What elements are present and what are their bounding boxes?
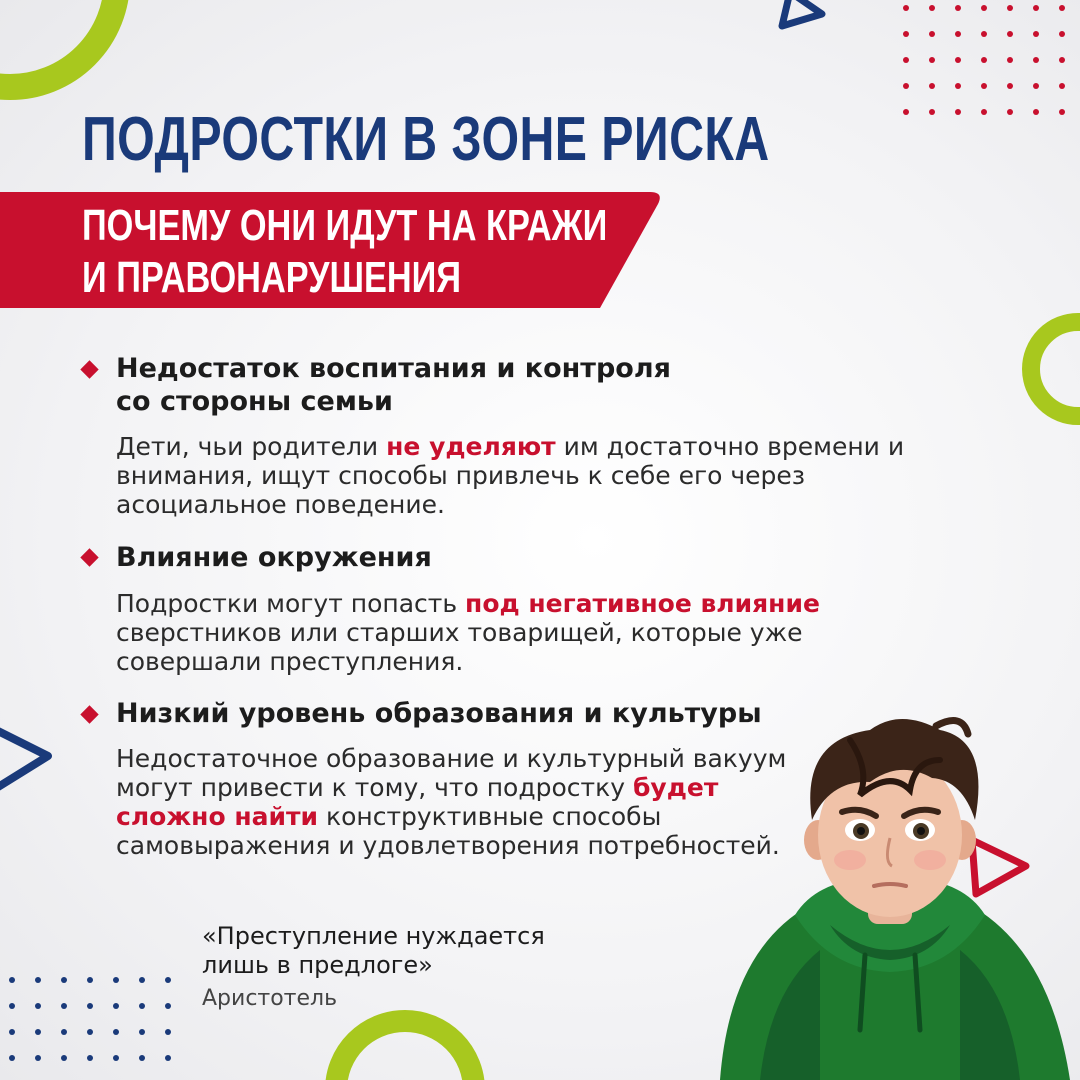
dot	[9, 1055, 15, 1061]
dot	[981, 31, 987, 37]
section-1-body-end: им достаточно времени и внимания, ищут способы привлечь к себе его через асоциальное поведение.	[116, 432, 905, 519]
subtitle-line-2: И ПРАВОНАРУШЕНИЯ	[82, 253, 462, 302]
dot	[955, 57, 961, 63]
dot	[61, 1003, 67, 1009]
dot	[165, 1029, 171, 1035]
dot	[165, 1003, 171, 1009]
section-3-highlight: будет сложно найти	[116, 773, 719, 831]
dot	[87, 1055, 93, 1061]
dot	[1059, 57, 1065, 63]
green-ring-bottom-icon	[325, 1010, 485, 1080]
dot	[113, 977, 119, 983]
dot	[1059, 109, 1065, 115]
dot	[35, 1055, 41, 1061]
subtitle	[82, 200, 607, 304]
dot	[113, 1055, 119, 1061]
section-2-body-end: сверстников или старших товарищей, которые уже совершали преступления.	[116, 618, 803, 676]
red-diamond-bullet-icon	[80, 548, 98, 566]
dot	[955, 31, 961, 37]
dot	[113, 1003, 119, 1009]
dot	[981, 57, 987, 63]
quote	[202, 922, 545, 980]
dot	[35, 1003, 41, 1009]
section-1-body-start: Дети, чьи родители	[116, 432, 387, 461]
dot	[139, 977, 145, 983]
dot	[1059, 5, 1065, 11]
section-1-heading-line-2: со стороны семьи	[116, 386, 393, 417]
dot	[903, 5, 909, 11]
section-3-body	[116, 744, 796, 860]
dot	[981, 109, 987, 115]
dot	[929, 31, 935, 37]
section-3-body-end: конструктивные способы самовыражения и удовлетворения потребностей.	[116, 802, 780, 860]
dot	[903, 83, 909, 89]
section-1-highlight: не уделяют	[386, 432, 556, 461]
section-1-heading-line-1: Недостаток воспитания и контроля	[116, 353, 671, 384]
dot	[1033, 5, 1039, 11]
dot	[139, 1003, 145, 1009]
quote-line-2: лишь в предлоге»	[202, 951, 433, 979]
blue-triangle-top-icon	[770, 0, 840, 36]
dot	[1007, 31, 1013, 37]
quote-author: Аристотель	[202, 986, 338, 1011]
subtitle-line-1: ПОЧЕМУ ОНИ ИДУТ НА КРАЖИ	[82, 201, 608, 250]
dot	[981, 5, 987, 11]
dot	[165, 1055, 171, 1061]
dot	[1007, 5, 1013, 11]
dot	[61, 977, 67, 983]
section-3-body-start: Недостаточное образование и культурный вакуум могут привести к тому, что подростку	[116, 744, 787, 802]
section-3-heading	[116, 697, 762, 730]
dot	[1033, 109, 1039, 115]
dot	[1033, 83, 1039, 89]
dot	[955, 109, 961, 115]
dot	[139, 1055, 145, 1061]
section-1-heading	[116, 352, 671, 418]
dot	[929, 5, 935, 11]
dot	[165, 977, 171, 983]
dot	[1033, 57, 1039, 63]
dot	[981, 83, 987, 89]
dot	[139, 1029, 145, 1035]
dot	[9, 1029, 15, 1035]
green-ring-top-left-icon	[0, 0, 130, 100]
section-3-heading-line-1: Низкий уровень образования и культуры	[116, 698, 762, 729]
dot	[1007, 109, 1013, 115]
dot	[61, 1055, 67, 1061]
dot	[35, 1029, 41, 1035]
dot	[9, 977, 15, 983]
dot	[87, 1029, 93, 1035]
blue-triangle-left-icon	[0, 712, 60, 798]
dot	[955, 5, 961, 11]
dot	[113, 1029, 119, 1035]
dot	[1007, 57, 1013, 63]
green-ring-right-icon	[1022, 313, 1080, 425]
red-diamond-bullet-icon	[80, 360, 98, 378]
dot	[87, 1003, 93, 1009]
dot	[61, 1029, 67, 1035]
section-2-body-start: Подростки могут попасть	[116, 589, 466, 618]
dot	[929, 109, 935, 115]
dot	[9, 1003, 15, 1009]
blue-dot-grid-icon	[0, 960, 190, 1080]
dot	[87, 977, 93, 983]
dot	[1059, 83, 1065, 89]
dot	[929, 83, 935, 89]
dot	[1033, 31, 1039, 37]
dot	[903, 109, 909, 115]
section-2-heading	[116, 541, 432, 574]
dot	[1059, 31, 1065, 37]
page-title: ПОДРОСТКИ В ЗОНЕ РИСКА	[82, 105, 770, 174]
dot	[955, 83, 961, 89]
dot	[903, 31, 909, 37]
dot	[929, 57, 935, 63]
dot	[903, 57, 909, 63]
red-dot-grid-icon	[890, 0, 1080, 130]
quote-line-1: «Преступление нуждается	[202, 922, 545, 950]
section-2-highlight: под негативное влияние	[465, 589, 820, 618]
dot	[35, 977, 41, 983]
section-2-heading-line-1: Влияние окружения	[116, 542, 432, 573]
red-diamond-bullet-icon	[80, 705, 98, 723]
section-1-body	[116, 432, 976, 519]
section-2-body	[116, 589, 946, 676]
boy-illustration	[700, 700, 1080, 1080]
dot	[1007, 83, 1013, 89]
